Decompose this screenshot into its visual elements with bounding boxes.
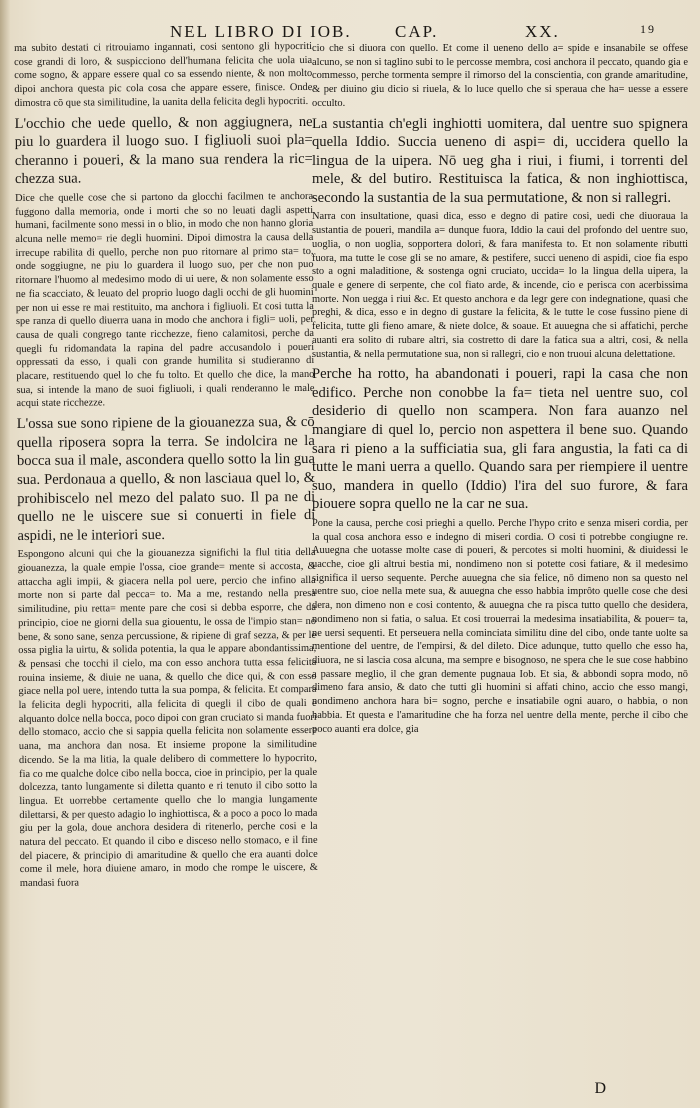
commentary-paragraph: Narra con insultatione, quasi dica, esso e degno di patire cosi, uedi che diuoraua la sustantia de poueri, mandila a= dunque fuora, Iddio la caui del profondo del uentre suo, uoglia, o non uoglia, sopportera dolori, & fara manifesta to. Et non solamente ributti fuora, ma tutte le cose gli se no amare, & pestifere, succi ueneno di aspidi, cioe fia espo sto a ogni maladitione, & sostenga ogni cruciato, uccida= lo la lingua della uipera, la quale e genere di serpente, che col fiato arde, & incende, cio e perisca con acerbissima morte. Non uegga i riui &c. Et questo anchora e da legr gere con indegnatione, quasi che preghi, & dica, esso e in degno di gustare la felicita, & le tutte le cose fussino piene di felicita, tutte gli fieno amare, & niete dolce, & soaue. Et auuegna che si affatichi, perche auanti era solito di rubare altri, sia costretto di dare la fatica sua a altri, cosi, & nella sustantia, & nella permutatione sua, non si rallegri, cio e non truoui alcuna delettatione. <box>312 211 688 360</box>
folio-number: 19 <box>640 22 656 36</box>
commentary-paragraph: cio che si diuora con quello. Et come il ueneno dello a= spide e insanabile se offese alcuno, se non si taglino subi to le percosse membra, cosi anchora il peccato, quando gia e commesso, perche tormenta sempre il rimorso del la conscientia, con grande amaritudine, & per diuino giu dicio si riuela, & lo luce quello che si speraua che ha= uesse a essere occulto. <box>312 43 688 109</box>
commentary-paragraph: Pone la causa, perche cosi prieghi a quello. Perche l'hypo crito e senza miseri cordia, per la qual cosa anchora esso e indegno di miseri cordia. O cosi ti potrebbe congiugne re. Auuegna che uotasse molte case di poueri, & percotes si molti huomini, & diuidessi le uacche, cioe gli altrui bestia mi, nondimeno non si potette cosi fatiare, & il medesimo significa il uerso sequente. Perche auuegna che sia felice, nō dimeno non sa questo nel uentre suo, cioe nella mete sua, & auuegna che esso habbia imprôto quelle cose che desi dera, non dimeno non e cosi contento, & auuegna che ra pisca tutto quello che desidera, nondimeno non si fatia, o salua. Et cosi trouerrai la medesima insatiabilita, & pouer= ta, ne uersi sequenti. Et perseuera nella cominciata similitu dine del cibo, onde tante uolte sa mentione del uentre, de l'empirsi, & del dileto. Dice adunque, tutto quello che esso ha, diuora, ne si lascia cosa alcuna, ma sempre e bisognoso, ne spera che le sue cose habbino a passare meglio, il che gran demente pugnaua Iob. Et sia, & abbondi sopra modo, nō dimeno fara ansio, & dato che tutti gli huomini si affati chino, accio che esso mangi, nondimeno anchora hara bi= sogno, perche e insatiabile ogni auaro, o habbia, o non habbia. Et questa e l'amaritudine che ha forza nel uentre della mente, perche il cibo che poco auanti era dolce, gia <box>312 517 688 735</box>
signature-mark: D <box>594 1080 606 1097</box>
chapter-label: CAP. <box>395 22 439 41</box>
page-gutter-shadow <box>0 0 10 1108</box>
scripture-verse: La sustantia ch'egli inghiotti uomitera, dal uentre suo spignera quella Iddio. Succia ueneno di aspi= di, uccidera quello la lingua de la uipera. Nō ueg gha i riui, i fiumi, i torrenti del mele, & del butiro. Restituisca la fatica, & non inghiottisca, secondo la sustantia de la sua permutatione, & non si rallegri. <box>312 115 688 206</box>
scripture-verse: L'occhio che uede quello, & non aggiugnera, ne piu lo guardera il luogo suo. I figliuoli suoi pla= cheranno i poueri, & la mano sua rendera la ric= chezza sua. <box>14 113 313 188</box>
commentary-paragraph: Dice che quelle cose che si partono da glocchi facilmen te anchora fuggono dalla memoria, onde i morti che so no leuati dagli aspetti humani, facilmente sono messi in o blio, in modo che non hanno gloria alcuna nelle memo= rie degli huomini. Dipoi dimostra la causa della irrecupe rabilita di quello, perche non puo ritornare al primo sta= to, onde soggiugne, ne piu lo guardera il luogo suo, per che non puo ritornare l'huomo al medesimo modo di ui uere, & non solamente esso ne fia scacciato, & leuato del proprio luogo dagli occhi de gli huomini per non ui esse re mai restituito, ma anchora i figliuoli. Et cosi tutta la spe ranza di quello diuerra uana in modo che anchora i figli= uoli, per causa de quali congrego tante ricchezze, fieno calamitosi, perche da quegli fu ridomandata la rapina del padre accusandolo i poueri oppressati da esso, i quali con grande humilita si studieranno di placare, restituendo quel lo che fu tolto. Et quello che dice, la mano sua, si intende la mano de suoi figliuoli, i quali renderanno le male acqui state ricchezze. <box>15 190 315 410</box>
right-column <box>312 42 688 1088</box>
chapter-number: XX. <box>525 22 560 41</box>
running-title: NEL LIBRO DI IOB. <box>170 22 352 41</box>
left-column <box>14 40 319 1088</box>
scripture-verse: L'ossa sue sono ripiene de la giouanezza sua, & cō quella riposera sopra la terra. Se indolcira ne la bocca sua il male, ascondera quello sotto la lin gua sua. Perdonaua a quello, & non lasciaua quel lo, & prohibiscelo nel mezo del palato suo. Il pa ne di quello ne le uiscere sue si conuerti in fiele di aspidi, ne le interiori sue. <box>16 414 316 544</box>
commentary-paragraph: Espongono alcuni qui che la giouanezza significhi la flul titia della giouanezza, la quale empie l'ossa, cioe grande= mente si accosta, & attaccha agli impii, & giacera nella pol uere, percio che infino alla morte non si parte dal pecca= to. Ma a me, restando nella presa similitudine, piu retta= mente pare che cosi si debba esporre, che da principio, cioe ne giorni della sua giouentu, le ossa de l'impio stan= no bene, & sono sane, senza percussione, & ripiene di graf sezza, & per le ossa piglia la uirtu, & solida potentia, la qua le appare abondantissima, & pensasi che tocchi il cielo, ma con esso anchora tutta essa felicita rouina insieme, & diuie ne uana, & quello che dice qui, & con esso giace nella pol uere, intendo tutta la sua pompa, & felicita. Et compara la felicita degli hypocriti, alla felicita di quegli il cibo de quali e alquanto dolce nella bocca, poco dipoi con gran cruciato si manda fuori dello stomaco, accio che si sappia quella felicita non solamente essere uana, ma anchora dan nosa. Et insieme propone la similitudine dicendo. Se la ma litia, la quale delibero di commettere lo hypocrito, fia co me qualche dolce cibo nella bocca, cioe in principio, per la quale dolcezza, tanto lungamente si diletta quanto e ri tenuto il cibo sotto la lingua. Et uorrebbe certamente quello che lo mangia lungamente dilettarsi, & per questo adagio lo inghiottisca, & a poco a poco lo mada giu per la gola, doue anchora desidera di ritenerlo, perche cosi e la natura del peccato. Et quando il cibo e disceso nello stomaco, e il fine del piacere, & principio di amaritudine & quello che era auanti dolce come il mele, hora diuiene amaro, in modo che rompe le uiscere, & mandasi fuora <box>17 547 318 890</box>
scripture-verse: Perche ha rotto, ha abandonati i poueri, rapi la casa che non edifico. Perche non conobbe la fa= tieta nel uentre suo, col desiderio di quello non scampera. Non fara auanzo nel mangiare di quel lo, percio non aspettera il bene suo. Quando sara ri pieno a la sufficiatia sua, gli fara angustia, la fati ca di tutte le mani uerra a quello. Quando sara per riempiere il uentre suo, mandera in quello (Iddio) l'ira del suo furore, & fara piouere sopra quello ne la car ne sua. <box>312 366 688 513</box>
commentary-paragraph: ma subito destati ci ritrouiamo ingannati, cosi sentono gli hypocriti cose grandi di loro, & suspicciono dell'humana felicita che uola uia come sogno, & appare essere qual co sa essendo niente, & non molto dipoi anchora questa pic cola cosa che appare essere, finisce. Onde dimostra cō que sta similitudine, la uanita della felicita degli hypocriti. <box>14 40 313 109</box>
